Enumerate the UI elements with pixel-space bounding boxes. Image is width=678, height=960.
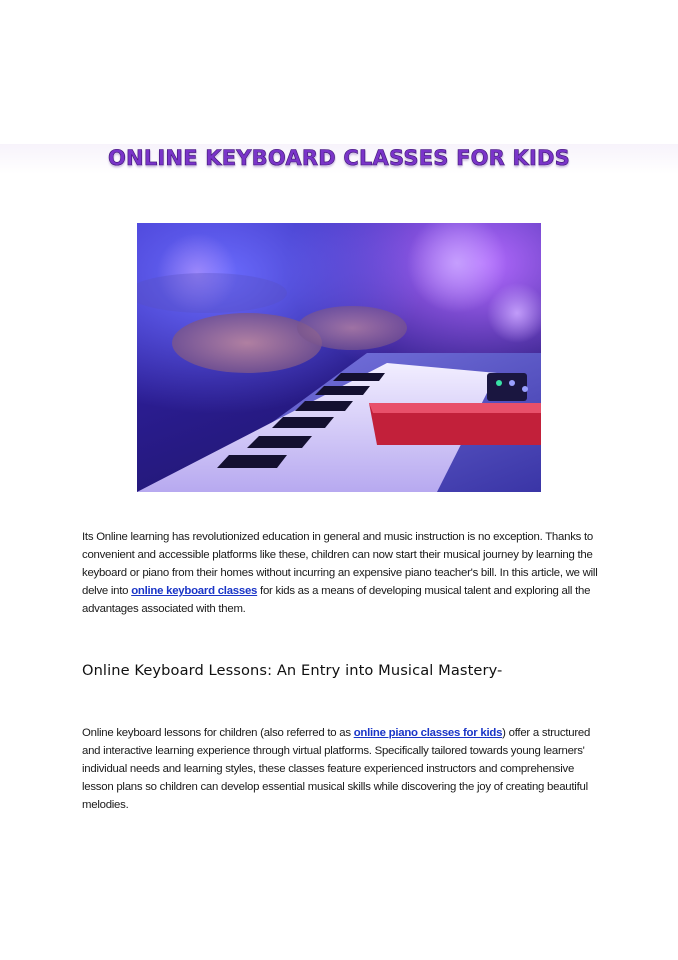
intro-paragraph [82,528,602,618]
lessons-text-after-link: ) offer a structured and interactive learning experience through virtual platforms. Specifically tailored towards young learners' individual needs and learning styles, these classes feature experienced instructors and comprehensive lesson plans so children can develop essential musical skills while discovering the joy of creating beautiful melodies. [82,727,591,811]
keyboard-photo-icon [137,223,541,492]
online-keyboard-classes-link[interactable]: online keyboard classes [131,585,258,597]
lessons-text-before-link: Online keyboard lessons for children (also referred to as [82,727,354,739]
hero-image [137,223,541,492]
lessons-paragraph [82,724,602,814]
section-heading: Online Keyboard Lessons: An Entry into Musical Mastery- [82,662,503,679]
intro-text-after-link: for kids as a means of developing musical talent and exploring all the advantages associated with them. [82,585,591,615]
online-piano-classes-link[interactable]: online piano classes for kids [353,727,503,739]
page-title: ONLINE KEYBOARD CLASSES FOR KIDS [0,144,678,174]
intro-text-before-link: Its Online learning has revolutionized education in general and music instruction is no exception. Thanks to convenient and accessible platforms like these, children can now start their musical journey by learning the keyboard or piano from their homes without incurring an expensive piano teacher's bill. In this article, we will delve into [82,531,598,597]
